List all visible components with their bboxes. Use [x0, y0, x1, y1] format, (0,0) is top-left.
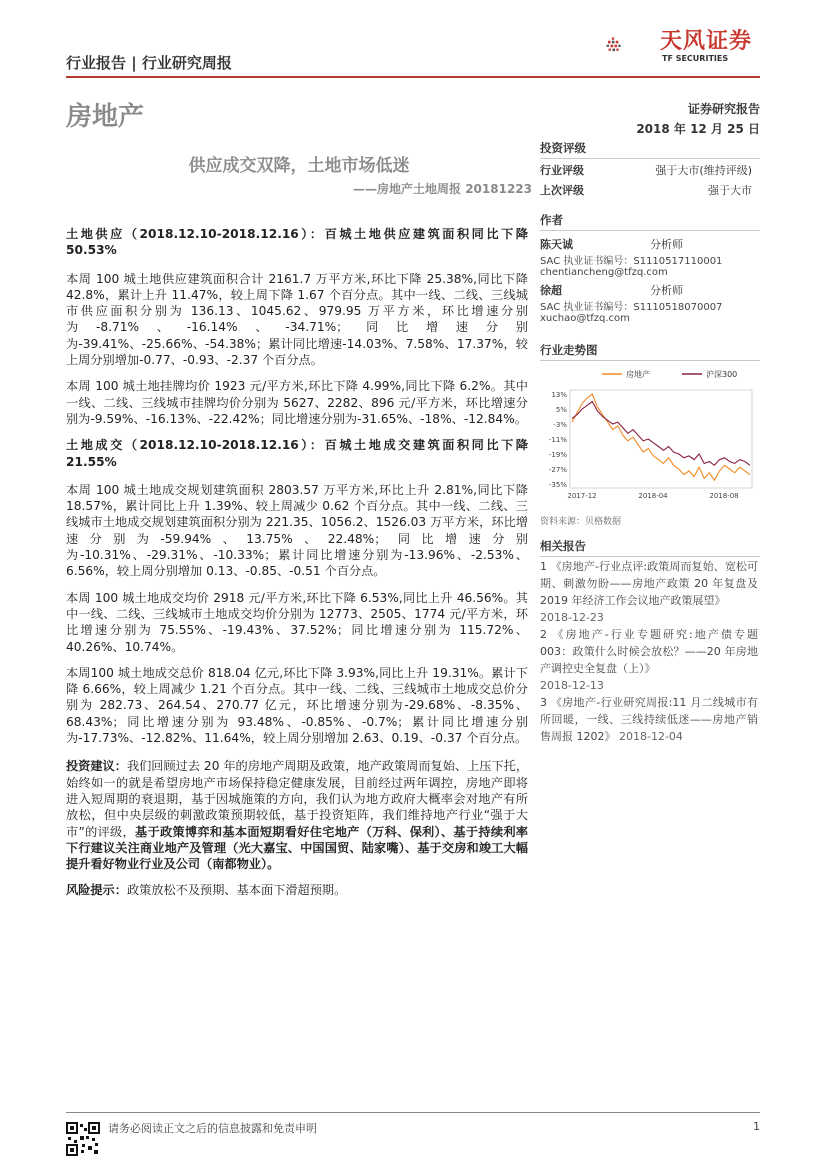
page-number: 1: [753, 1120, 760, 1133]
paragraph: 本周 100 城土地挂牌均价 1923 元/平方米,环比下降 4.99%,同比下降 6.2%。其中一线、二线、三线城市挂牌均价分别为 5627、2282、896 元/平方米，环比增速分别为-9.59%、-16.13%、-22.42%；同比增速分别为-31.65%、-18%、-12.84%。: [66, 379, 528, 426]
tf-logo-icon: [606, 20, 658, 70]
related-report-date: 2018-12-23: [540, 611, 604, 624]
related-report-item[interactable]: [540, 694, 758, 745]
author-name: 徐超: [540, 284, 562, 297]
author-email: xuchao@tfzq.com: [540, 313, 630, 324]
related-report-item[interactable]: [540, 558, 758, 626]
related-report-date: 2018-12-04: [619, 730, 683, 743]
chart-source: 资料来源：贝格数据: [540, 517, 622, 527]
report-title: 供应成交双降，土地市场低迷: [188, 156, 410, 176]
disclaimer-note: 请务必阅读正文之后的信息披露和免责申明: [108, 1122, 317, 1135]
industry-rating: [540, 162, 760, 178]
author-card: [540, 236, 760, 278]
y-tick-label: -11%: [548, 436, 567, 444]
related-header: 相关报告: [540, 538, 760, 557]
paragraph: 本周 100 城土地供应建筑面积合计 2161.7 万平方米,环比下降 25.38%,同比下降 42.8%，累计上升 11.47%，较上周下降 1.67 个百分点。其中一线、二线、三线城市供应面积分别为 136.13、1045.62、979.95 万平方米，环比增速分别为-8.71%、-16.14%、-34.71%；同比增速分别为-39.41%、-25.66%、-54.38%；累计同比增速-14.03%、7.58%、17.37%，较上周分别增加-0.77、-0.93、-2.37 个百分点。: [66, 271, 528, 368]
author-name: 陈天诚: [540, 238, 573, 251]
risk-label: 风险提示：: [66, 883, 127, 898]
header-divider: [66, 76, 760, 78]
investment-label: 投资建议：: [66, 759, 127, 774]
x-tick-label: 2018-08: [709, 492, 739, 500]
y-tick-label: -35%: [548, 481, 567, 489]
related-reports: [540, 558, 758, 745]
related-report-title[interactable]: 1 《房地产-行业点评:政策周而复始、宽松可期、刺激勿盼——房地产政策 20 年复盘及 2019 年经济工作会议地产政策展望》: [540, 560, 758, 607]
investment-bold-text: 基于政策博弈和基本面短期看好住宅地产（万科、保利）、基于持续利率下行建议关注商业地产及管理（光大嘉宝、中国国贸、陆家嘴）、基于交房和竣工大幅提升看好物业行业及公司（南都物业）。: [66, 824, 528, 872]
logo-text: 天风证券: [660, 29, 753, 54]
author-role: 分析师: [650, 238, 683, 251]
legend-label: 沪深300: [706, 370, 738, 379]
report-type: 证券研究报告: [687, 102, 760, 116]
investment-advice: [66, 758, 528, 872]
industry-trend-chart: [540, 362, 760, 512]
y-tick-label: -3%: [553, 421, 567, 429]
paragraph: 本周 100 城土地成交均价 2918 元/平方米,环比下降 6.53%,同比上升 46.56%。其中一线、二线、三线城市土地成交均价分别为 12773、2505、1774 元/平方米，环比增速分别为 75.55%、-19.43%、37.52%；同比增速分别为 115.72%、40.26%、10.74%。: [66, 590, 528, 654]
y-tick-label: -27%: [548, 466, 567, 474]
y-tick-label: 5%: [555, 406, 567, 414]
section-heading-supply: 土地供应（2018.12.10-2018.12.16）：百城土地供应建筑面积同比下降 50.53%: [66, 227, 528, 258]
related-report-title[interactable]: 2 《房地产-行业专题研究:地产债专题 003：政策什么时候会放松？——20 年房地产调控史全复盘（上）》: [540, 628, 758, 675]
prev-rating-value: 强于大市: [708, 184, 752, 197]
x-tick-label: 2017-12: [567, 492, 597, 500]
industry-rating-value: 强于大市(维持评级): [655, 164, 752, 177]
rating-header: 投资评级: [540, 140, 760, 159]
qr-code-icon: [66, 1122, 100, 1156]
author-email: chentiancheng@tfzq.com: [540, 267, 668, 278]
footer-divider: [66, 1112, 760, 1113]
authors-header: 作者: [540, 212, 760, 231]
x-tick-label: 2018-04: [638, 492, 668, 500]
author-role: 分析师: [650, 284, 683, 297]
paragraph: 本周100 城土地成交总价 818.04 亿元,环比下降 3.93%,同比上升 19.31%。累计下降 6.66%，较上周减少 1.21 个百分点。其中一线、二线、三线城市土地成交总价分别为 282.73、264.54、270.77 亿元，环比增速分别为-29.68%、-8.35%、68.43%；同比增速分别为 93.48%、-0.85%、-0.7%；累计同比增速分别为-17.73%、-12.82%、11.64%，较上周分别增加 2.63、0.19、-0.37 个百分点。: [66, 665, 528, 746]
prev-rating: [540, 182, 760, 198]
risk-text: 政策放松不及预期、基本面下滑超预期。: [126, 883, 347, 898]
report-date: 2018 年 12 月 25 日: [636, 122, 760, 136]
report-category: 行业报告 | 行业研究周报: [66, 54, 232, 72]
report-subtitle: ——房地产土地周报 20181223: [353, 182, 532, 196]
trend-header: 行业走势图: [540, 342, 760, 361]
paragraph: 本周 100 城土地成交规划建筑面积 2803.57 万平方米,环比上升 2.81%,同比下降 18.57%，累计同比上升 1.39%、较上周减少 0.62 个百分点。其中一线、二线、三线城市土地成交规划建筑面积分别为 221.35、1056.2、1526.03 万平方米，环比增速分别为-59.94%、13.75%、22.48%；同比增速分别为-10.31%、-29.31%、-10.33%；累计同比增速分别为-13.96%、-2.53%、6.56%，较上周分别增加 0.13、-0.85、-0.51 个百分点。: [66, 482, 528, 579]
investment-text: 我们回顾过去 20 年的房地产周期及政策，地产政策周而复始、上压下托，始终如一的就是希望房地产市场保持稳定健康发展，目前经过两年调控，房地产即将进入短周期的衰退期，基于因城施策的方向，我们认为地方政府大概率会对地产有所放松，但中央层级的刺激政策预期较低，基于投资矩阵，我们维持地产行业“强于大市”的评级，: [66, 759, 529, 839]
y-tick-label: 13%: [551, 391, 567, 399]
sector-title: 房地产: [66, 102, 145, 132]
main-body: [66, 226, 528, 909]
y-tick-label: -19%: [548, 451, 567, 459]
series-line-property: [572, 394, 750, 480]
legend-label: 房地产: [626, 370, 650, 379]
logo-text-en: TF SECURITIES: [662, 54, 729, 63]
plot-frame: [570, 390, 752, 488]
risk-warning: [66, 882, 528, 898]
series-line-csi300: [572, 402, 750, 466]
related-report-title[interactable]: 3 《房地产-行业研究周报:11 月二线城市有所回暖，一线、三线持续低迷——房地产销售周报 1202》: [540, 696, 758, 743]
author-card: [540, 282, 760, 324]
prev-rating-label: 上次评级: [540, 184, 584, 197]
related-report-item[interactable]: [540, 626, 758, 694]
author-sac: SAC 执业证书编号：S1110517110001: [540, 256, 723, 267]
author-sac: SAC 执业证书编号：S1110518070007: [540, 302, 723, 313]
section-heading-transaction: 土地成交（2018.12.10-2018.12.16）：百城土地成交建筑面积同比下降 21.55%: [66, 438, 528, 469]
related-report-date: 2018-12-13: [540, 679, 604, 692]
industry-rating-label: 行业评级: [540, 164, 584, 177]
